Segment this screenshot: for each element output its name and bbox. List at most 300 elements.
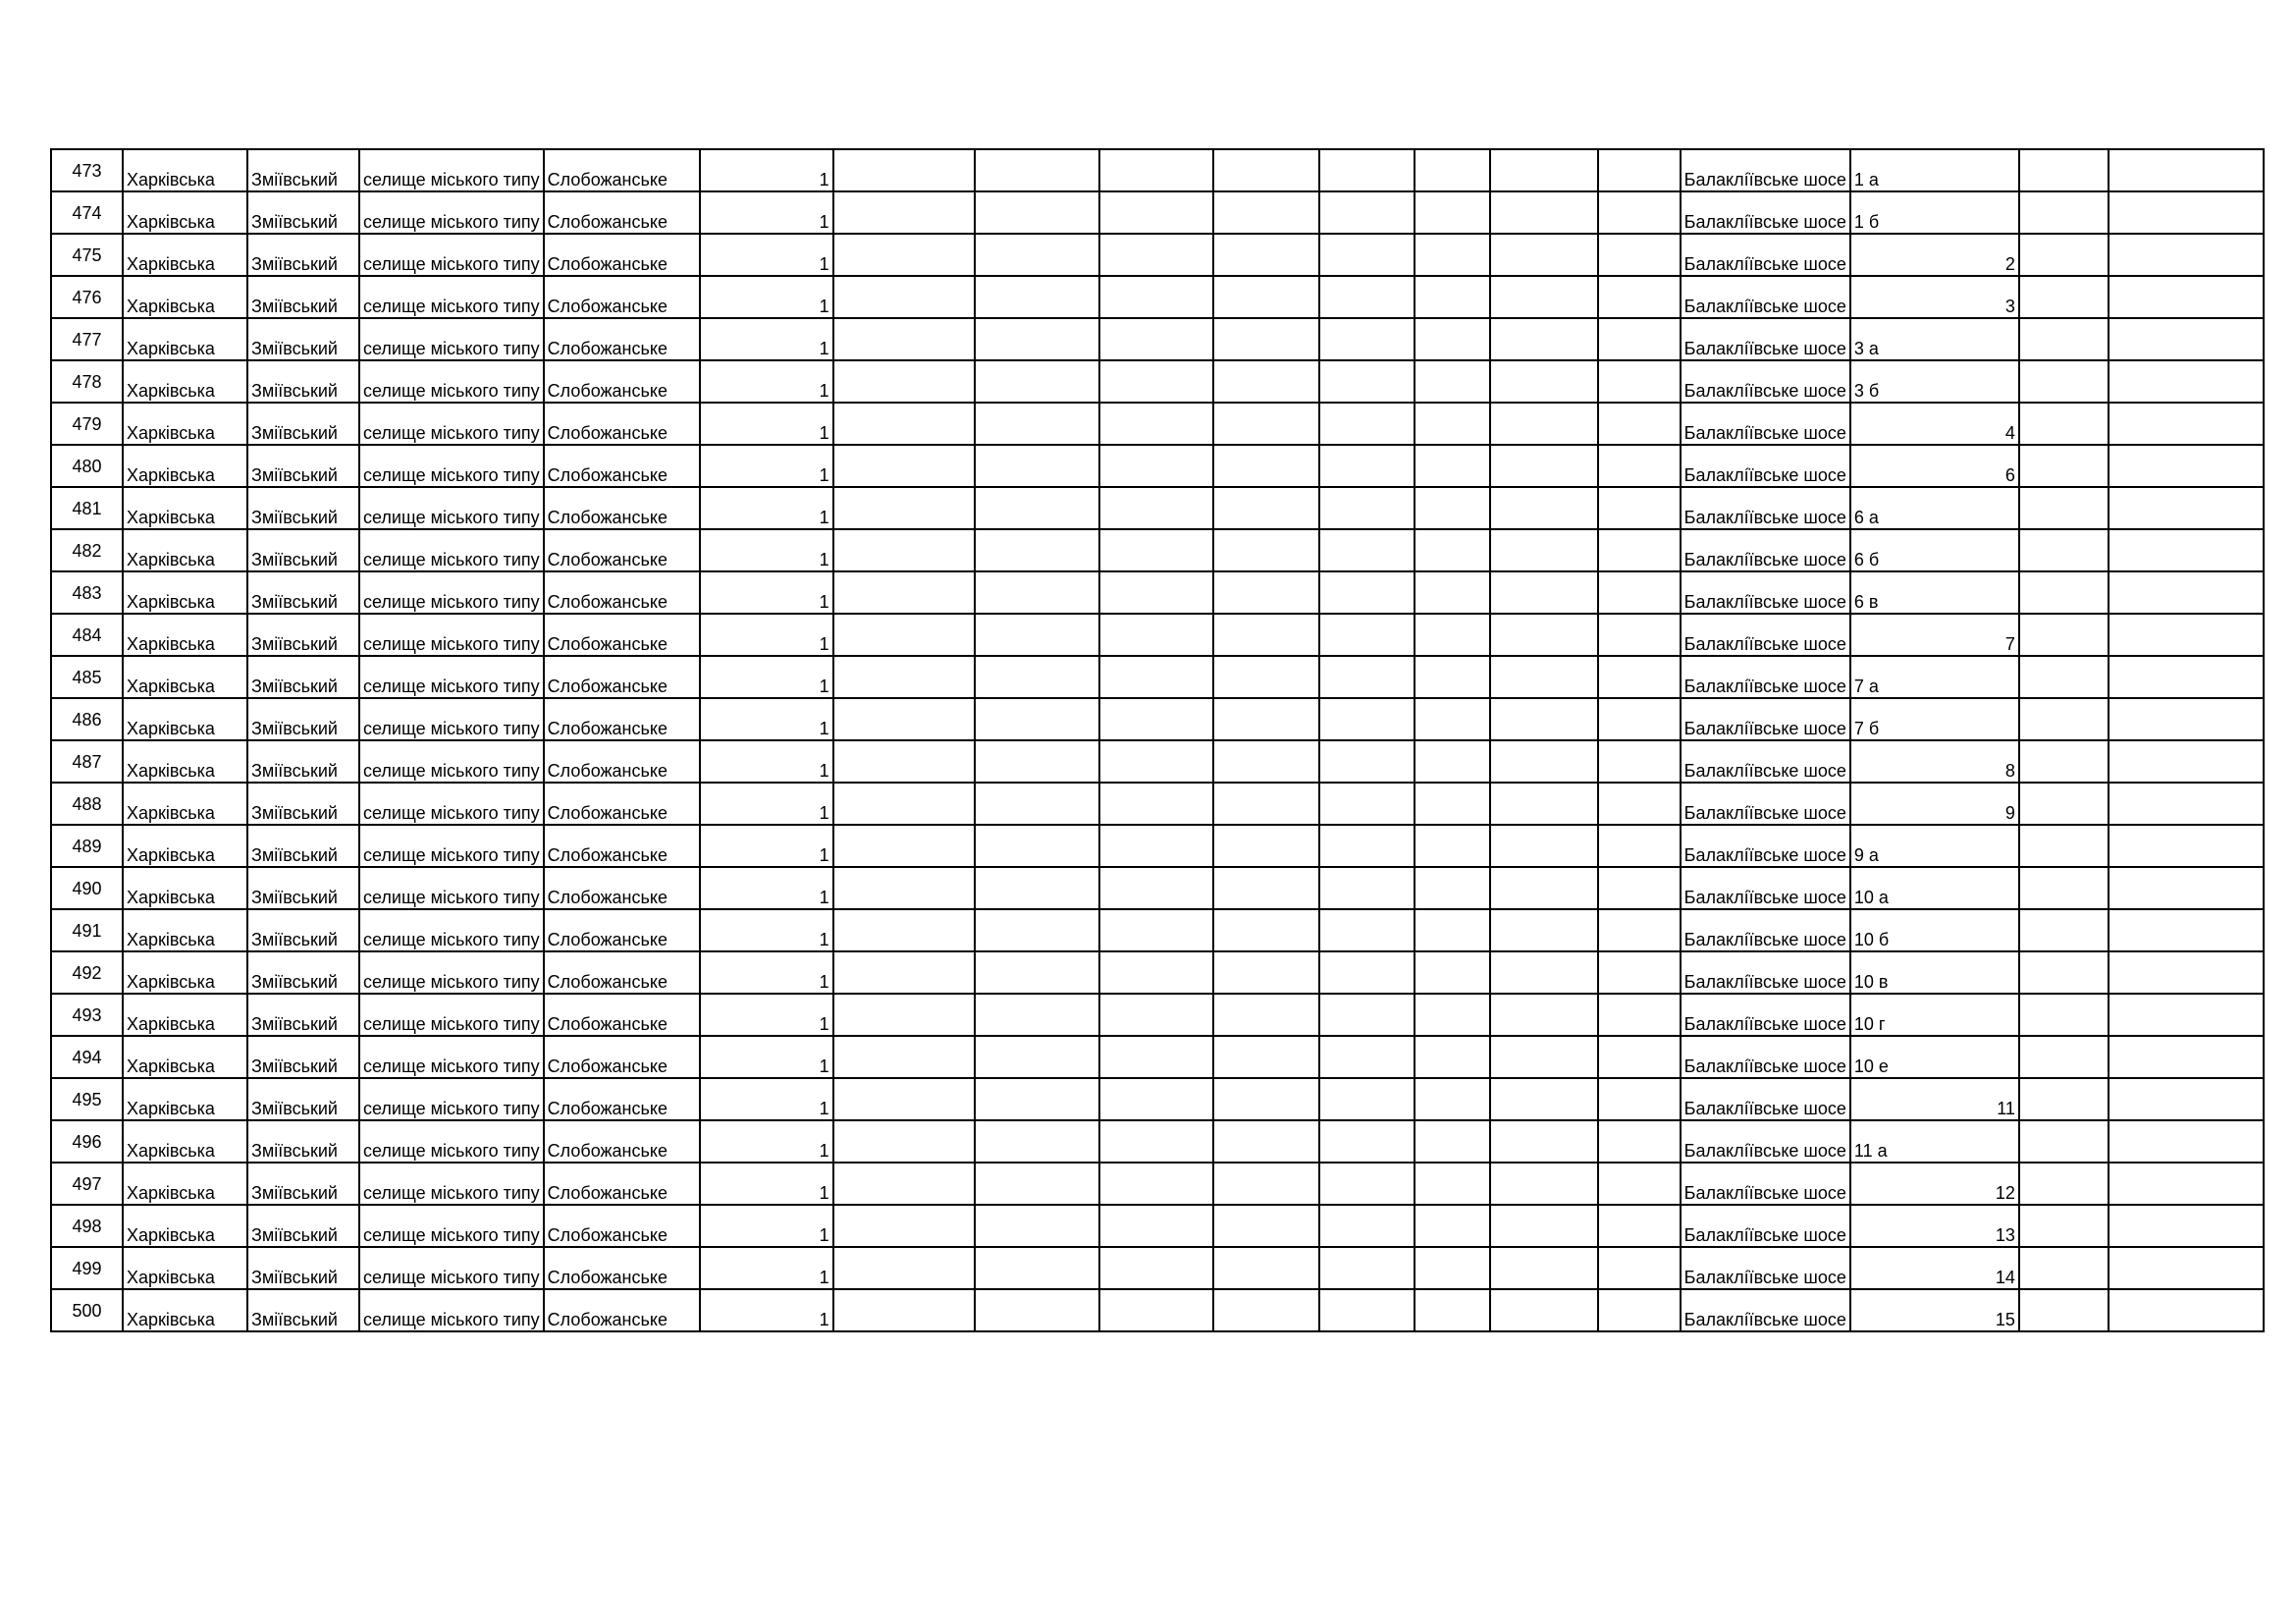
settlement-cell: Слобожанське [544,234,700,276]
row-number-cell: 496 [51,1120,123,1163]
empty-cell [1598,614,1681,656]
region-cell: Харківська [123,1120,247,1163]
settlement-type-cell: селище міського типу [359,783,544,825]
empty-cell [975,698,1099,740]
quantity-cell: 1 [700,1078,833,1120]
settlement-type-cell: селище міського типу [359,571,544,614]
empty-cell [1213,191,1319,234]
empty-cell [975,149,1099,191]
table-row [51,529,2264,571]
empty-cell [1319,783,1415,825]
empty-cell [833,1078,975,1120]
empty-cell [1319,740,1415,783]
empty-cell [1099,825,1213,867]
street-cell: Балаклíївське шосе [1681,529,1850,571]
empty-cell [1598,1247,1681,1289]
empty-cell [1213,276,1319,318]
settlement-cell: Слобожанське [544,318,700,360]
empty-cell [2019,360,2109,403]
street-cell: Балаклíївське шосе [1681,909,1850,951]
empty-cell [2109,149,2264,191]
house-number-cell: 3 [1850,276,2019,318]
empty-cell [1415,149,1490,191]
house-number-cell: 9 а [1850,825,2019,867]
empty-cell [1490,909,1598,951]
empty-cell [833,149,975,191]
quantity-cell: 1 [700,1289,833,1331]
empty-cell [1490,403,1598,445]
quantity-cell: 1 [700,951,833,994]
empty-cell [1490,318,1598,360]
empty-cell [1415,1120,1490,1163]
street-cell: Балаклíївське шосе [1681,360,1850,403]
empty-cell [2019,698,2109,740]
settlement-type-cell: селище міського типу [359,487,544,529]
empty-cell [1490,1247,1598,1289]
house-number-cell: 8 [1850,740,2019,783]
table-row [51,445,2264,487]
empty-cell [1415,1036,1490,1078]
settlement-cell: Слобожанське [544,909,700,951]
quantity-cell: 1 [700,614,833,656]
region-cell: Харківська [123,825,247,867]
region-cell: Харківська [123,318,247,360]
empty-cell [2019,403,2109,445]
quantity-cell: 1 [700,571,833,614]
empty-cell [975,234,1099,276]
street-cell: Балаклíївське шосе [1681,234,1850,276]
empty-cell [1099,529,1213,571]
empty-cell [1319,951,1415,994]
empty-cell [2109,1078,2264,1120]
empty-cell [2019,867,2109,909]
row-number-cell: 488 [51,783,123,825]
empty-cell [1213,1289,1319,1331]
empty-cell [2019,909,2109,951]
region-cell: Харківська [123,445,247,487]
row-number-cell: 481 [51,487,123,529]
row-number-cell: 498 [51,1205,123,1247]
region-cell: Харківська [123,1205,247,1247]
table-row [51,149,2264,191]
empty-cell [2109,234,2264,276]
empty-cell [1490,1289,1598,1331]
empty-cell [2019,740,2109,783]
settlement-cell: Слобожанське [544,867,700,909]
empty-cell [1490,783,1598,825]
house-number-cell: 11 [1850,1078,2019,1120]
row-number-cell: 497 [51,1163,123,1205]
table-row [51,656,2264,698]
empty-cell [1598,191,1681,234]
empty-cell [1319,1247,1415,1289]
settlement-type-cell: селище міського типу [359,825,544,867]
empty-cell [833,360,975,403]
empty-cell [1490,740,1598,783]
region-cell: Харківська [123,994,247,1036]
empty-cell [833,698,975,740]
table-row [51,403,2264,445]
empty-cell [1598,656,1681,698]
table-row [51,191,2264,234]
row-number-cell: 489 [51,825,123,867]
empty-cell [975,487,1099,529]
empty-cell [2109,1120,2264,1163]
empty-cell [1490,1078,1598,1120]
empty-cell [1415,909,1490,951]
empty-cell [1598,529,1681,571]
empty-cell [833,487,975,529]
quantity-cell: 1 [700,487,833,529]
empty-cell [2109,867,2264,909]
empty-cell [1319,191,1415,234]
empty-cell [1598,698,1681,740]
empty-cell [1490,149,1598,191]
empty-cell [833,994,975,1036]
region-cell: Харківська [123,909,247,951]
empty-cell [1099,571,1213,614]
empty-cell [975,1247,1099,1289]
empty-cell [2109,571,2264,614]
region-cell: Харківська [123,1247,247,1289]
settlement-cell: Слобожанське [544,445,700,487]
empty-cell [833,191,975,234]
empty-cell [1099,909,1213,951]
table-row [51,234,2264,276]
settlement-cell: Слобожанське [544,698,700,740]
empty-cell [975,1289,1099,1331]
empty-cell [1415,656,1490,698]
table-row [51,1036,2264,1078]
district-cell: Зміївський [247,445,359,487]
empty-cell [1319,445,1415,487]
empty-cell [975,614,1099,656]
empty-cell [1415,487,1490,529]
settlement-type-cell: селище міського типу [359,1163,544,1205]
empty-cell [1598,318,1681,360]
house-number-cell: 1 а [1850,149,2019,191]
street-cell: Балаклíївське шосе [1681,867,1850,909]
settlement-type-cell: селище міського типу [359,1120,544,1163]
empty-cell [975,1120,1099,1163]
empty-cell [975,191,1099,234]
empty-cell [1490,234,1598,276]
quantity-cell: 1 [700,445,833,487]
region-cell: Харківська [123,1036,247,1078]
district-cell: Зміївський [247,867,359,909]
district-cell: Зміївський [247,318,359,360]
empty-cell [1598,867,1681,909]
empty-cell [1099,445,1213,487]
empty-cell [2019,614,2109,656]
table-row [51,276,2264,318]
empty-cell [1319,529,1415,571]
district-cell: Зміївський [247,149,359,191]
street-cell: Балаклíївське шосе [1681,318,1850,360]
district-cell: Зміївський [247,994,359,1036]
region-cell: Харківська [123,1163,247,1205]
empty-cell [1319,360,1415,403]
settlement-type-cell: селище міського типу [359,1205,544,1247]
empty-cell [1490,698,1598,740]
empty-cell [1319,1120,1415,1163]
settlement-cell: Слобожанське [544,656,700,698]
empty-cell [2109,445,2264,487]
empty-cell [2109,529,2264,571]
empty-cell [2109,994,2264,1036]
empty-cell [1598,1289,1681,1331]
empty-cell [1099,867,1213,909]
empty-cell [1490,951,1598,994]
row-number-cell: 492 [51,951,123,994]
empty-cell [1319,149,1415,191]
empty-cell [833,1205,975,1247]
empty-cell [975,529,1099,571]
empty-cell [1099,994,1213,1036]
empty-cell [833,1120,975,1163]
district-cell: Зміївський [247,909,359,951]
quantity-cell: 1 [700,1120,833,1163]
settlement-cell: Слобожанське [544,951,700,994]
district-cell: Зміївський [247,656,359,698]
settlement-type-cell: селище міського типу [359,1078,544,1120]
empty-cell [833,867,975,909]
region-cell: Харківська [123,614,247,656]
empty-cell [833,614,975,656]
empty-cell [1099,740,1213,783]
empty-cell [2019,825,2109,867]
empty-cell [833,740,975,783]
empty-cell [1415,825,1490,867]
district-cell: Зміївський [247,360,359,403]
settlement-type-cell: селище міського типу [359,191,544,234]
district-cell: Зміївський [247,1078,359,1120]
empty-cell [975,318,1099,360]
settlement-cell: Слобожанське [544,1120,700,1163]
settlement-cell: Слобожанське [544,740,700,783]
street-cell: Балаклíївське шосе [1681,951,1850,994]
empty-cell [2109,783,2264,825]
settlement-cell: Слобожанське [544,1289,700,1331]
empty-cell [1099,149,1213,191]
settlement-cell: Слобожанське [544,360,700,403]
empty-cell [1213,1036,1319,1078]
quantity-cell: 1 [700,994,833,1036]
empty-cell [1213,1205,1319,1247]
table-row [51,318,2264,360]
empty-cell [833,318,975,360]
empty-cell [1415,1205,1490,1247]
empty-cell [1099,1247,1213,1289]
empty-cell [1099,698,1213,740]
street-cell: Балаклíївське шосе [1681,783,1850,825]
row-number-cell: 475 [51,234,123,276]
region-cell: Харківська [123,698,247,740]
row-number-cell: 485 [51,656,123,698]
table-row [51,740,2264,783]
empty-cell [1598,825,1681,867]
empty-cell [1099,403,1213,445]
quantity-cell: 1 [700,276,833,318]
table-row [51,1078,2264,1120]
row-number-cell: 484 [51,614,123,656]
empty-cell [1490,994,1598,1036]
empty-cell [1598,783,1681,825]
empty-cell [1319,403,1415,445]
empty-cell [2019,529,2109,571]
empty-cell [975,1205,1099,1247]
empty-cell [1490,825,1598,867]
empty-cell [1598,445,1681,487]
empty-cell [2109,1205,2264,1247]
empty-cell [1415,318,1490,360]
settlement-type-cell: селище міського типу [359,909,544,951]
empty-cell [1415,951,1490,994]
empty-cell [2019,445,2109,487]
house-number-cell: 11 а [1850,1120,2019,1163]
district-cell: Зміївський [247,571,359,614]
settlement-type-cell: селище міського типу [359,867,544,909]
table-row [51,1289,2264,1331]
empty-cell [1490,614,1598,656]
district-cell: Зміївський [247,825,359,867]
quantity-cell: 1 [700,867,833,909]
empty-cell [1099,1120,1213,1163]
house-number-cell: 9 [1850,783,2019,825]
empty-cell [2109,487,2264,529]
empty-cell [1415,276,1490,318]
empty-cell [2109,909,2264,951]
empty-cell [1415,698,1490,740]
house-number-cell: 15 [1850,1289,2019,1331]
empty-cell [1213,825,1319,867]
empty-cell [1415,191,1490,234]
empty-cell [833,783,975,825]
empty-cell [1213,571,1319,614]
row-number-cell: 476 [51,276,123,318]
row-number-cell: 479 [51,403,123,445]
empty-cell [1319,1078,1415,1120]
empty-cell [1415,1247,1490,1289]
settlement-cell: Слобожанське [544,825,700,867]
empty-cell [1099,1289,1213,1331]
table-row [51,360,2264,403]
empty-cell [1598,1120,1681,1163]
row-number-cell: 495 [51,1078,123,1120]
street-cell: Балаклíївське шосе [1681,276,1850,318]
empty-cell [2019,994,2109,1036]
settlement-type-cell: селище міського типу [359,740,544,783]
house-number-cell: 6 в [1850,571,2019,614]
empty-cell [1598,1036,1681,1078]
empty-cell [833,1247,975,1289]
street-cell: Балаклíївське шосе [1681,825,1850,867]
empty-cell [1213,614,1319,656]
empty-cell [1099,487,1213,529]
empty-cell [1490,656,1598,698]
district-cell: Зміївський [247,698,359,740]
quantity-cell: 1 [700,783,833,825]
empty-cell [2019,1120,2109,1163]
table-row [51,614,2264,656]
street-cell: Балаклíївське шосе [1681,403,1850,445]
empty-cell [1099,951,1213,994]
settlement-type-cell: селище міського типу [359,529,544,571]
empty-cell [1415,1078,1490,1120]
region-cell: Харківська [123,740,247,783]
empty-cell [1415,571,1490,614]
empty-cell [975,909,1099,951]
empty-cell [1598,360,1681,403]
settlement-cell: Слобожанське [544,1247,700,1289]
street-cell: Балаклíївське шосе [1681,1078,1850,1120]
street-cell: Балаклíївське шосе [1681,1120,1850,1163]
table-row [51,1163,2264,1205]
street-cell: Балаклíївське шосе [1681,487,1850,529]
region-cell: Харківська [123,783,247,825]
settlement-cell: Слобожанське [544,1163,700,1205]
empty-cell [1213,318,1319,360]
empty-cell [1598,909,1681,951]
settlement-type-cell: селище міського типу [359,951,544,994]
empty-cell [1213,1078,1319,1120]
empty-cell [1490,1036,1598,1078]
empty-cell [1490,571,1598,614]
empty-cell [975,403,1099,445]
settlement-cell: Слобожанське [544,403,700,445]
empty-cell [833,445,975,487]
empty-cell [833,403,975,445]
empty-cell [1319,656,1415,698]
empty-cell [1598,234,1681,276]
empty-cell [1099,318,1213,360]
quantity-cell: 1 [700,360,833,403]
row-number-cell: 487 [51,740,123,783]
empty-cell [2109,403,2264,445]
settlement-type-cell: селище міського типу [359,149,544,191]
house-number-cell: 14 [1850,1247,2019,1289]
empty-cell [1490,1163,1598,1205]
empty-cell [2019,318,2109,360]
quantity-cell: 1 [700,1205,833,1247]
district-cell: Зміївський [247,614,359,656]
empty-cell [1598,149,1681,191]
empty-cell [2109,191,2264,234]
empty-cell [1099,1205,1213,1247]
empty-cell [1213,994,1319,1036]
empty-cell [2109,698,2264,740]
house-number-cell: 1 б [1850,191,2019,234]
empty-cell [975,994,1099,1036]
district-cell: Зміївський [247,403,359,445]
empty-cell [1490,529,1598,571]
district-cell: Зміївський [247,1205,359,1247]
settlement-cell: Слобожанське [544,487,700,529]
empty-cell [2109,1289,2264,1331]
empty-cell [1099,276,1213,318]
empty-cell [2109,740,2264,783]
empty-cell [1598,1163,1681,1205]
region-cell: Харківська [123,149,247,191]
table-row [51,1120,2264,1163]
region-cell: Харківська [123,951,247,994]
empty-cell [1213,740,1319,783]
empty-cell [833,571,975,614]
quantity-cell: 1 [700,529,833,571]
table-row [51,1247,2264,1289]
settlement-type-cell: селище міського типу [359,360,544,403]
empty-cell [1099,1163,1213,1205]
